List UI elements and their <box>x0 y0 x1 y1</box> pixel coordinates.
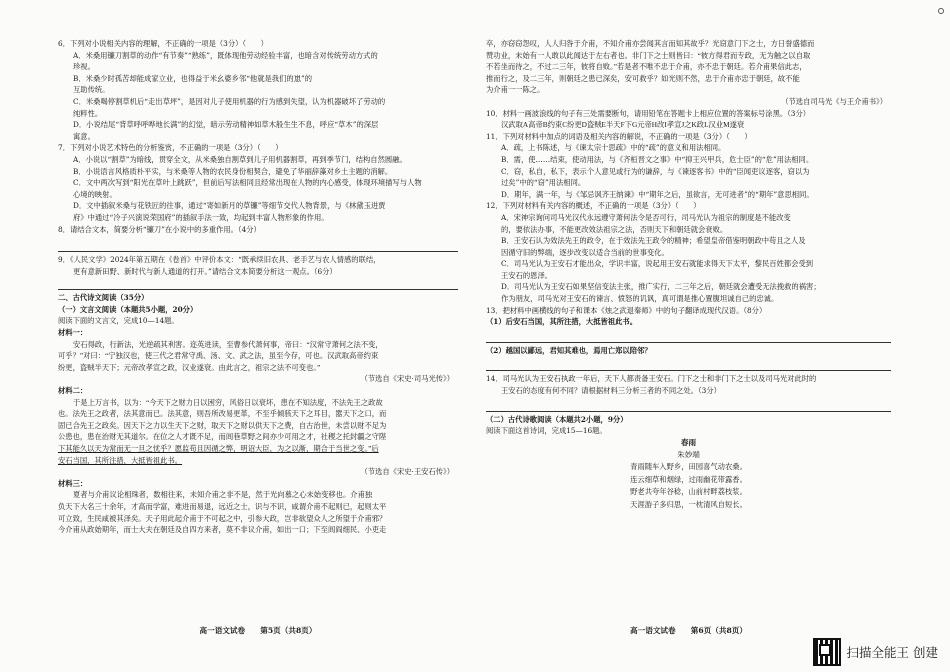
material3-cont-line4: 推而行之，及二三年，则朝廷之患已深矣，安可救乎？如光则不然，忠于介甫亦忠于朝廷，故不能 <box>486 73 800 83</box>
q6-option-d-cont: 寓意。 <box>73 131 95 141</box>
q10-sentence: 汉武取A高帝B约束C纷更D盗贼E半天F下G元帝H改I孝宣J之K政L汉业M遂衰 <box>501 120 745 130</box>
q12-option-b: B．王安石认为效法先王的政令，在于效法先王政令的精神；希望皇帝借鉴明朝政中苟且之人及 <box>501 236 806 246</box>
divider <box>58 289 458 290</box>
material2-label: 材料二： <box>58 386 88 396</box>
poem-line: 野老共夸年谷稔，山前村畔荔枝浆。 <box>630 487 747 497</box>
q13-sentence2: （2）越国以鄙远，君知其难也，焉用亡郑以陪邻？ <box>486 345 652 355</box>
q12-option-d-cont: 作为朋友，司马光对王安石的谏言、愤怒的讥讽，真可谓是推心置腹坦诚自己的忠诚。 <box>501 294 779 304</box>
scanner-watermark <box>813 638 938 666</box>
answer-line <box>486 411 891 412</box>
q13-stem: 13．把材料中画横线的句子和课本《烛之武退秦师》中的句子翻译成现代汉语。（8分） <box>486 305 767 315</box>
section-classical-title: （一）文言文阅读（本题共5小题，20分） <box>58 304 198 314</box>
poem-title: 春雨 <box>680 437 697 447</box>
material2-source: （节选自《宋史·王安石传》） <box>360 467 454 477</box>
divider <box>58 251 458 252</box>
material3-line1: 夏者与介甫议论相珠者，数相往来，未知介甫之非不是，然于光向慕之心未始变移也。介甫独 <box>73 490 373 500</box>
q7-option-a: A．小说以“割草”为暗线，贯穿全文，从米桑独自割草到儿子用机器割草，再到季节门，结构自然圆融。 <box>73 154 407 164</box>
material2-line2: 也。法先王之政者，法其意而已。法其意，则吾所改易更革，不至乎倾骇天下之耳目，嚣天下之口，而 <box>58 409 387 419</box>
page-footer-right: 高一语文试卷 第6页（共8页） <box>630 626 747 635</box>
q14-line1: 14．司马光认为王安石执政一年后，天下人都责备王安石。门下之士和非门下之士以及司马光对此时的 <box>486 374 817 384</box>
q11-option-c-cont: 过矣”中的“窃”用法相同。 <box>501 178 586 188</box>
material2-line3: 固已合先王之政矣。因天下之力以生天下之财，取天下之财以供天下之费，自古治世，未尝以财不足为 <box>58 420 387 430</box>
right-page <box>486 0 891 650</box>
page-footer-left: 高一语文试卷 第5页（共8页） <box>199 626 317 635</box>
qr-code-icon <box>813 638 841 666</box>
material3-label: 材料三： <box>58 478 88 488</box>
q12-option-c: C．司马光认为王安石才能出众，学识丰富，说起用王安石就能求得天下太平，黎民百姓都会受到 <box>501 259 814 269</box>
q6-option-b: B．米桑少时孤苦却能成家立业，也得益于米幺婆乡邻“他就是我们的崽”的 <box>73 73 313 83</box>
q6-option-d: D．小说结尾“背草呼呼哗地长满”的幻觉，暗示劳动精神如草木般生生不息，呼应“草木”的深层 <box>73 120 379 130</box>
material1-source: （节选自《宋史·司马光传》） <box>360 374 454 384</box>
q9-line1: 9．《人民文学》2024年第五期在《卷首》中评价本文：“既承续旧农具、老手艺与农人情感的联结， <box>58 255 381 265</box>
poem-line: 连云细草和烟绿，过雨幽花带露香。 <box>630 474 747 484</box>
q6-option-a: A．米桑用镰刀割草的动作“有节奏”“熟练”，既体现他劳动经验丰富，也暗含对传统劳动方式的 <box>73 50 378 60</box>
q9-line2: 更有意新田野、新时代与新人通道的打开。”请结合文本简要分析这一观点。（6分） <box>73 266 337 276</box>
poetry-intro: 阅读下面这首诗词，完成15—16题。 <box>486 426 607 436</box>
material2-line6: 安石当国，其所注措，大抵皆祖此书。 <box>58 455 183 465</box>
q6-option-b-cont: 互助传统。 <box>73 85 110 95</box>
q12-option-b-cont: 因循守旧的弊端，逐步改变以适合当前的世事变化。 <box>501 247 669 257</box>
q7-stem: 7．下列对小说艺术特色的分析鉴赏，不正确的一项是（3分）（ ） <box>58 143 283 153</box>
q6-option-c: C．米桑喝停割草机后“走出草坪”，是因对儿子使用机器的行为感到失望，认为机器破坏了劳动的 <box>73 96 386 106</box>
q6-stem: 6．下列对小说相关内容的理解，不正确的一项是（3分）（ ） <box>58 39 268 48</box>
q11-option-c: C．窃，私自，私下，表示个人意见或行为的谦辞，与《谏逐客书》中的“臣闻吏议逐客，窃以为 <box>501 166 810 176</box>
section-ancient-title: 二、古代诗文阅读（35分） <box>58 293 149 303</box>
q7-option-d: D．文中插叙米桑与花铁匠的往事，通过“寄如新月的草镰”等细节交代人物背景，与《林黛玉进贾 <box>73 201 386 211</box>
material3-line3: 可立致，生民咸被其泽矣。天子用此起介甫于不可起之中，引参大政，岂非欲望众人之所望于介甫邪？ <box>58 513 387 523</box>
material2-line5: 下其能久以天为常而无一旦之忧乎？愿监苟且因循之弊，明诏大臣，为之以渐，期合于当世之变。”后 <box>58 444 379 453</box>
q7-option-c-cont: 心境的映射。 <box>73 189 117 199</box>
watermark-text: 扫描全能王 创建 <box>846 645 938 660</box>
q12-option-a-cont: 的，要依法办事，不能更改效法祖宗之法，否则天下和朝廷就会衰败。 <box>501 224 728 234</box>
q7-option-d-cont: 府》中通过“冷子兴演说荣国府”的插叙手法一致，均起到丰富人物形象的作用。 <box>73 212 329 222</box>
q7-option-c: C．文中两次写到“阳光在草叶上跳跃”，但前后写法相同且经常出现在人物的内心感受，体现环境描写与人物 <box>73 178 422 188</box>
q10-stem: 10．材料一画波浪线的句子有三处需要断句，请用铅笔在答题卡上相应位置的答案标号涂黑。（3分） <box>486 108 811 118</box>
q14-line2: 王安石的态度有何不同？请根据材料三分析三者的不同之处。（3分） <box>501 386 721 396</box>
q8: 8．请结合文本，简要分析“镰刀”在小说中的多重作用。（4分） <box>58 224 261 234</box>
q13-sentence1: （1）后安石当国，其所注措，大抵皆祖此书。 <box>486 317 638 327</box>
q12-stem: 12．下列对材料有关内容的概述，不正确的一项是（3分）（ ） <box>486 201 701 211</box>
q6-option-a-cont: 珍视。 <box>73 62 95 72</box>
poem-line: 青雨随车入野乡，田园喜气动农桑。 <box>630 461 747 471</box>
left-page <box>58 0 458 650</box>
q12-option-d: D．司马光认为王安石如果坚信变法主张，推广实行，二三年之后，朝廷就会遭受无法挽救的祸害； <box>501 282 821 292</box>
material1-label: 材料一： <box>58 328 88 338</box>
material3-cont-line3: 不若坐而待之，不过二三年，彼将自败。”若是者不唯不忠于介甫，亦不忠于朝廷。若介甫果信此志， <box>486 62 807 72</box>
answer-line <box>486 370 891 371</box>
q11-option-b: B．需，使……结束，使动用法，与《齐桓晋文之事》中“抑王兴甲兵，危士臣”的“危”用法相同。 <box>501 154 814 164</box>
q7-option-b: B．小说语言风格质朴平实，与米桑等人物的农民身份相契合，避免了华丽辞藻对乡土主题的消解。 <box>73 166 393 176</box>
poem-author: 朱妙端 <box>677 449 700 459</box>
q11-option-a: A．疏，上书陈述，与《谏太宗十思疏》中的“疏”的意义和用法相同。 <box>501 143 726 153</box>
material3-source: （节选自司马光《与王介甫书》） <box>781 96 887 106</box>
q11-stem: 11．下列对材料中加点的词语及相关内容的解说，不正确的一项是（3分）（ ） <box>486 131 752 141</box>
q12-option-a: A．宋神宗询问司马光汉代永远遵守萧何法令是否可行，司马光认为祖宗的制度是不能改变 <box>501 212 791 222</box>
material3-cont-line2: 赞功业，未始有一人敢以此闻达于左右者也。非门下之士则皆曰：“彼方得君而专政，无为触之以自取 <box>486 50 811 60</box>
material3-line2: 负天下大名三十余年，才高而学富，难进而易退，远近之士，识与不识，咸谓介甫不起则已，起则太平 <box>58 501 387 511</box>
poem-line: 天涯游子多归思，一枕清风自短长。 <box>630 500 747 510</box>
q6-option-c-cont: 纯粹性。 <box>73 108 103 118</box>
material1-line2: 可乎？”对曰：“宁独汉也，使三代之君常守禹、汤、文、武之法，虽至今存，可也。汉武取高帝约束 <box>58 351 379 361</box>
corner-mark <box>938 8 944 14</box>
material2-line4: 公患也，患在治财无其道尔。在位之人才既不足，而闾巷草野之间亦少可用之才，社稷之托封疆之守陛 <box>58 432 387 442</box>
material1-line1: 安石得政，行新法，光逆疏其利害。迩英进读，至曹参代萧何事，帝曰：“汉常守萧何之法不变， <box>73 339 383 349</box>
material3-line4: 今介甫从政始期年，而士大夫在朝廷及自四方来者，莫不非议介甫，如出一口；下至闾阎细民、小吏走 <box>58 525 387 535</box>
material3-cont-line1: 卒，亦窃窃怨叹，人人归咎于介甫，不知介甫亦尝闻其言而知其故乎？光窃意门下之士，方日誉盛德而 <box>486 39 815 48</box>
material2-line1: 于是上万言书，以为：“今天下之财力日以困穷，风俗日以衰坏，患在不知法度，不法先王之政故 <box>73 397 383 407</box>
material1-line3: 纷更，盗贼半天下；元帝改孝宣之政，汉业遂衰。由此言之，祖宗之法不可变也。” <box>58 362 321 372</box>
reading-intro: 阅读下面的文言文，完成10—14题。 <box>58 316 179 326</box>
q11-option-d: D．期年，满一年，与《邹忌讽齐王纳谏》中“期年之后，虽欲言，无可进者”的“期年”意思相同。 <box>501 189 814 199</box>
section-poetry-title: （二）古代诗歌阅读（本题共2小题，9分） <box>486 414 628 424</box>
answer-line <box>486 342 891 343</box>
material3-cont-line5: 为介甫一一陈之。 <box>486 85 545 95</box>
q12-option-c-cont: 王安石的恩泽。 <box>501 270 553 280</box>
